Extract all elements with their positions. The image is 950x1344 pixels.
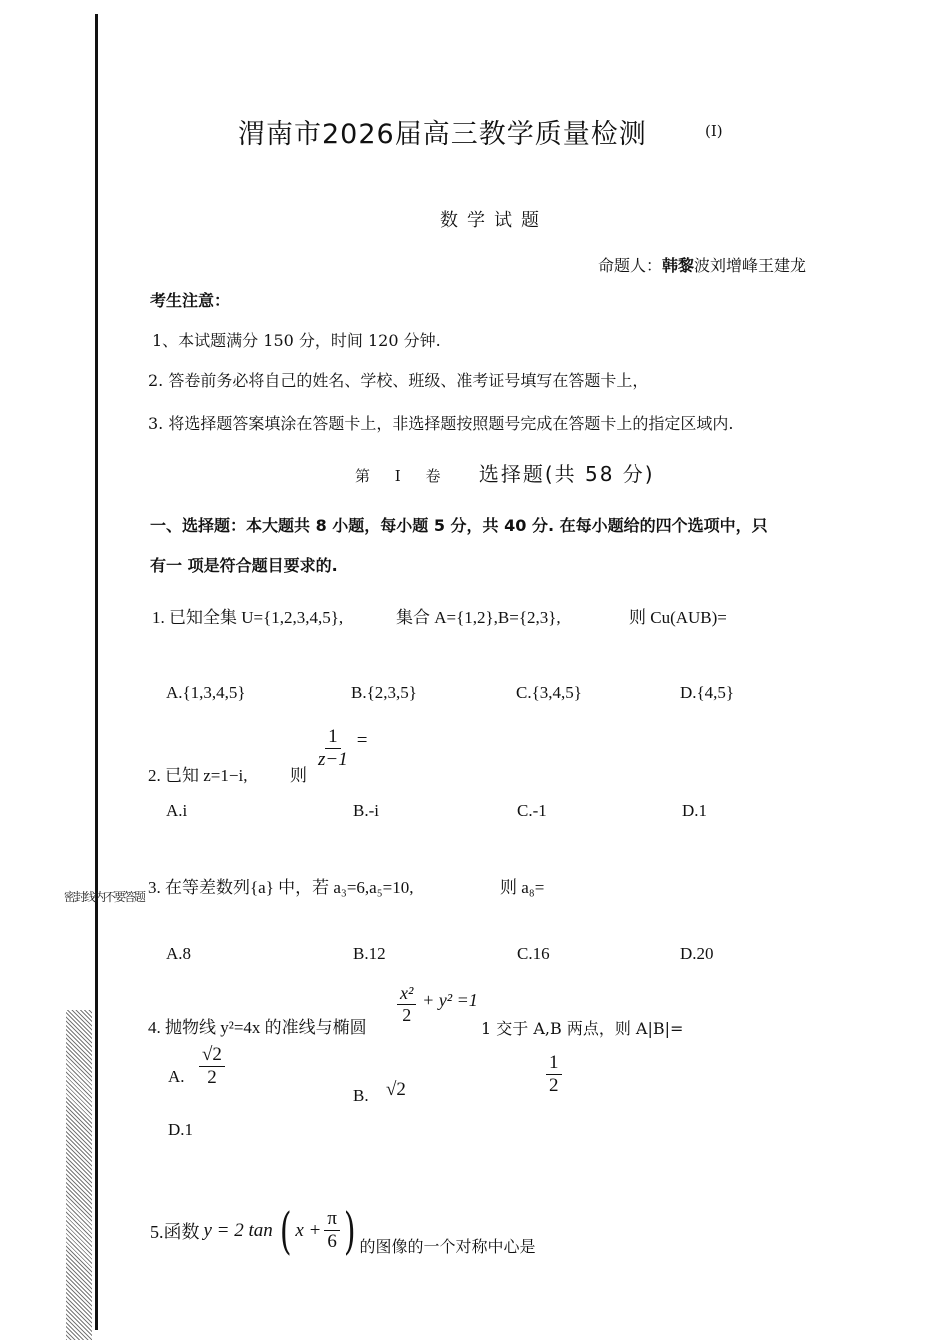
q4-option-c-num: 1 <box>546 1052 562 1075</box>
q4-frac-num: x² <box>397 983 416 1005</box>
q4-option-d: D.1 <box>168 1120 194 1139</box>
q4-option-a-num: √2 <box>199 1044 225 1067</box>
volume-title: 选择题(共 58 分) <box>478 462 655 486</box>
q4-fraction <box>397 983 416 1026</box>
q2-fraction <box>315 726 351 772</box>
q4-frac-den: 2 <box>402 1004 412 1025</box>
q5-fraction <box>324 1208 340 1254</box>
part1-instruction: 一、选择题：本大题共 8 小题，每小题 5 分，共 40 分. 在每小题给的四个选项中，只 <box>150 516 768 535</box>
q2-stem: 则 <box>290 766 307 785</box>
q2-option-c: C.-1 <box>517 801 547 820</box>
q2-option-b: B.-i <box>353 801 379 820</box>
notice-item: 3. 将选择题答案填涂在答题卡上，非选择题按照题号完成在答题卡上的指定区域内. <box>148 414 734 433</box>
section-heading <box>355 458 655 487</box>
q2-option-a: A.i <box>166 801 188 820</box>
q3-option-a: A.8 <box>166 944 192 963</box>
q5-expr: y = 2 tan <box>203 1220 273 1241</box>
q4-option-c-den: 2 <box>549 1074 559 1096</box>
q4-option-a-fraction <box>199 1044 225 1090</box>
q4-option-c-fraction <box>546 1052 562 1098</box>
q3-option-b: B.12 <box>353 944 386 963</box>
q3-option-c: C.16 <box>517 944 550 963</box>
q4-option-a-value <box>199 1044 225 1090</box>
q4-option-b-value: √2 <box>386 1079 406 1100</box>
q4-option-c-value <box>546 1052 562 1098</box>
q3-option-d: D.20 <box>680 944 714 963</box>
q5-frac-den: 6 <box>327 1231 337 1253</box>
q5-expr-x: x + <box>295 1220 322 1241</box>
q3-stem: 则 a₈= <box>500 878 545 897</box>
binding-line <box>95 14 98 1330</box>
q2-option-d: D.1 <box>682 801 708 820</box>
q4-ellipse-formula <box>397 983 478 1026</box>
q2-equals: = <box>356 729 368 751</box>
q5-prefix: 5.函数 <box>150 1222 200 1242</box>
q5-stem <box>150 1202 536 1260</box>
q5-frac-num: π <box>324 1208 340 1231</box>
q1-option-b: B.{2,3,5} <box>351 683 417 702</box>
q5-suffix: 的图像的一个对称中心是 <box>359 1236 536 1256</box>
subject-title: 数学试题 <box>440 210 548 231</box>
seal-line-note: 密封线内不要答题 <box>64 890 145 904</box>
q2-frac-num: 1 <box>325 726 341 749</box>
q2-frac-den: z−1 <box>318 748 348 770</box>
q1-stem: 则 Cu(AUB)= <box>629 608 727 627</box>
q4-option-a-label: A. <box>168 1067 185 1086</box>
author-label: 命题人： <box>598 256 663 275</box>
exam-title-suffix: (I) <box>705 122 723 140</box>
q1-option-a: A.{1,3,4,5} <box>166 683 246 702</box>
notice-heading: 考生注意： <box>150 291 231 310</box>
q4-stem: 4. 抛物线 y²=4x 的准线与椭圆 <box>148 1018 367 1037</box>
hatched-margin-strip <box>66 1010 92 1340</box>
q1-option-c: C.{3,4,5} <box>516 683 582 702</box>
q4-stem: 1 交于 A,B 两点，则 A|B|= <box>481 1019 684 1038</box>
q1-option-d: D.{4,5} <box>680 683 735 702</box>
authors-line <box>598 253 806 276</box>
q3-stem: 3. 在等差数列{a} 中，若 a₃=6,a₅=10, <box>148 878 414 897</box>
q2-stem: 2. 已知 z=1−i, <box>148 766 248 785</box>
q1-stem: 集合 A={1,2},B={2,3}, <box>396 608 561 627</box>
q2-formula <box>315 726 367 772</box>
volume-label: 第 I 卷 <box>355 467 451 485</box>
q4-formula-rest: + y² =1 <box>422 990 478 1011</box>
q5-paren-right: ) <box>343 1202 356 1260</box>
author-rest: 波刘增峰王建龙 <box>694 256 807 275</box>
q4-option-b-label: B. <box>353 1086 369 1105</box>
author-bold: 韩黎 <box>662 256 695 275</box>
exam-title: 渭南市2026届高三教学质量检测 <box>238 119 647 150</box>
notice-item: 2. 答卷前务必将自己的姓名、学校、班级、准考证号填写在答题卡上， <box>148 371 649 390</box>
notice-item: 1、本试题满分 150 分，时间 120 分钟. <box>152 331 441 350</box>
part1-instruction: 有一 项是符合题目要求的. <box>150 556 338 575</box>
q1-stem: 1. 已知全集 U={1,2,3,4,5}, <box>152 608 344 627</box>
q5-paren-left: ( <box>279 1202 292 1260</box>
q4-option-a-den: 2 <box>207 1066 217 1088</box>
